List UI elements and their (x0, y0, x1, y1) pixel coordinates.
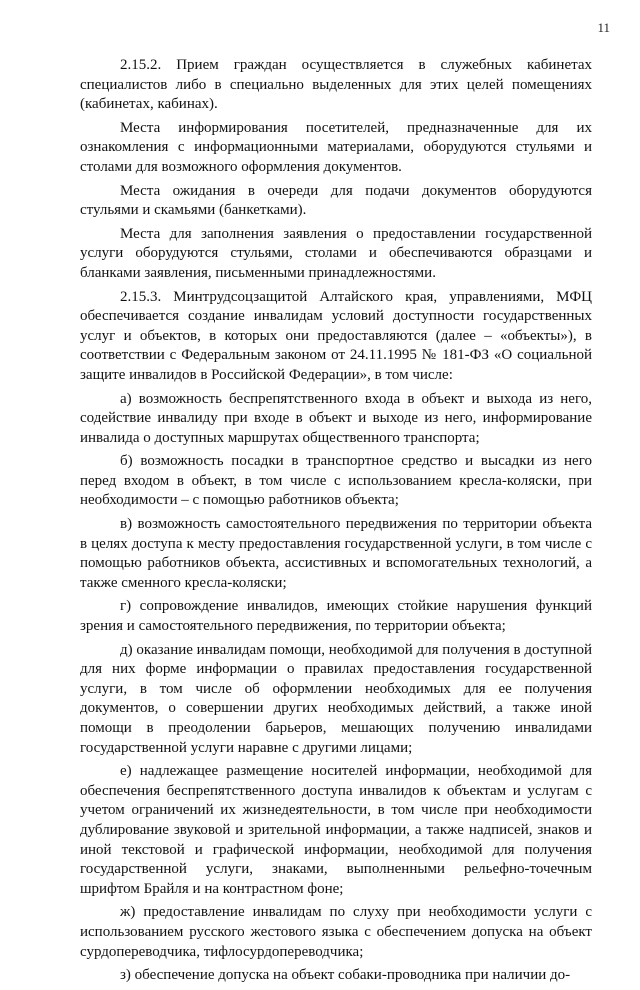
paragraph-2-15-2: 2.15.2. Прием граждан осуществляется в служебных кабинетах специалистов либо в специально выделенных для этих целей помещениях (кабинетах, кабинах). (80, 57, 592, 113)
list-item-a: а) возможность беспрепятственного входа в объект и выхода из него, содействие инвалиду при входе в объект и выходе из него, информирование инвалида о доступных маршрутах общественного транспорта; (80, 390, 592, 446)
list-item-e: е) надлежащее размещение носителей информации, необходимой для обеспечения беспрепятственного доступа инвалидов к объектам и услугам с учетом ограничений их жизнедеятельности, в том числе при необходимости дублирование звуковой и зрительной информации, а также надписей, знаков и иной текстовой и графической информации, необходимой для получения государственной услуги, знаками, выполненными рельефно-точечным шрифтом Брайля и на контрастном фоне; (80, 763, 592, 897)
page-number: 11 (597, 20, 610, 35)
list-item-d: д) оказание инвалидам помощи, необходимой для получения в доступной для них форме информации о правилах предоставления государственной услуги, в том числе об оформлении необходимых для ее получения документов, о совершении других необходимых действий, а также иной помощи в преодолении барьеров, мешающих получению инвалидами государственной услуги наравне с другими лицами; (80, 641, 592, 756)
paragraph-info-places: Места информирования посетителей, предназначенные для их ознакомления с информационными материалами, оборудуются стульями и столами для возможного оформления документов. (80, 119, 592, 175)
paragraph-2-15-3: 2.15.3. Минтрудсоцзащитой Алтайского края, управлениями, МФЦ обеспечивается создание инвалидам условий доступности государственных услуг и объектов, в которых они предоставляются (далее – «объекты»), в соответствии с Федеральным законом от 24.11.1995 № 181-ФЗ «О социальной защите инвалидов в Российской Федерации», в том числе: (80, 288, 592, 383)
list-item-v: в) возможность самостоятельного передвижения по территории объекта в целях доступа к месту предоставления государственной услуги, в том числе с помощью работников объекта, ассистивных и вспомогательных технологий, а также сменного кресла-коляски; (80, 516, 592, 591)
list-item-z: з) обеспечение допуска на объект собаки-проводника при наличии до- (120, 967, 571, 984)
list-item-b: б) возможность посадки в транспортное средство и высадки из него перед входом в объект, в том числе с использованием кресла-коляски, при необходимости – с помощью работников объекта; (80, 453, 592, 509)
document-body (80, 56, 592, 990)
list-item-zh: ж) предоставление инвалидам по слуху при необходимости услуги с использованием русского жестового языка с обеспечением допуска на объект сурдопереводчика, тифлосурдопереводчика; (80, 904, 592, 960)
paragraph-application-places: Места для заполнения заявления о предоставлении государственной услуги оборудуются стульями, столами и обеспечиваются образцами и бланками заявления, письменными принадлежностями. (80, 225, 592, 281)
list-item-g: г) сопровождение инвалидов, имеющих стойкие нарушения функций зрения и самостоятельного передвижения, по территории объекта; (80, 598, 592, 635)
paragraph-waiting-places: Места ожидания в очереди для подачи документов оборудуются стульями и скамьями (банкетками). (80, 182, 592, 219)
